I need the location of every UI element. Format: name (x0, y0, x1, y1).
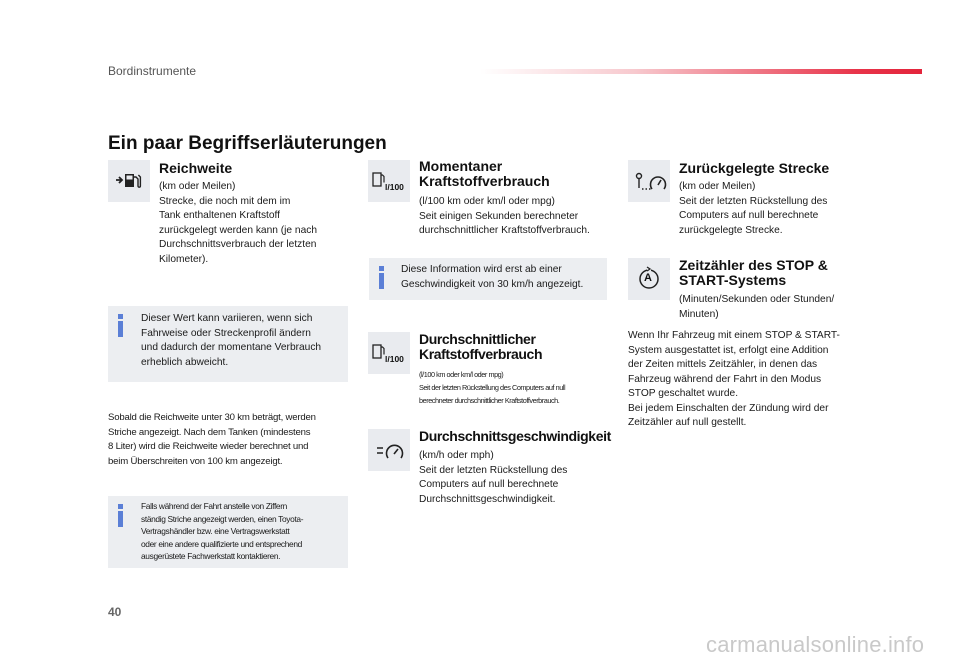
distance-title: Zurückgelegte Strecke (679, 160, 830, 176)
text-line: Computers auf null berechnete (419, 479, 559, 490)
text-line: zurückgelegt werden kann (je nach (159, 224, 318, 236)
text-line: Durchschnittsgeschwindigkeit. (419, 493, 556, 505)
text-line: Diese Information wird erst ab einer (401, 264, 562, 275)
text-line: Tank enthaltenen Kraftstoff (159, 210, 281, 221)
current-consumption-title (419, 159, 550, 189)
text-line: 8 Liter) wird die Reichweite wieder berechnet und (108, 441, 309, 452)
current-consumption-description (419, 195, 614, 239)
text-line: Seit der letzten Rückstellung des Computers auf null (419, 383, 566, 392)
text-line: System ausgestattet ist, erfolgt eine Addition (628, 344, 829, 356)
note-text (141, 312, 346, 370)
text-line: (km oder Meilen) (679, 181, 756, 192)
section-header: Bordinstrumente (108, 64, 197, 78)
text-line: Seit einigen Sekunden berechneter (419, 210, 579, 222)
text-line: und dadurch der momentane Verbrauch (141, 342, 322, 353)
text-line: ausgerüstete Fachwerkstatt kontaktieren. (141, 551, 281, 561)
text-line: Bei jedem Einschalten der Zündung wird der (628, 402, 829, 414)
title-line: Zeitzähler des STOP & (679, 257, 828, 273)
fuel-range-icon (108, 160, 150, 202)
stop-start-paragraph (628, 329, 873, 431)
text-line: Wenn Ihr Fahrzeug mit einem STOP & START- (628, 330, 840, 341)
text-line: Vertragshändler bzw. eine Vertragswerkstatt (141, 526, 290, 536)
text-line: Geschwindigkeit von 30 km/h angezeigt. (401, 278, 584, 290)
note-text (141, 500, 348, 563)
text-line: oder eine andere qualifizierte und entsprechend (141, 538, 302, 549)
text-line: Seit der letzten Rückstellung des (679, 195, 828, 207)
fuel-consumption-icon (368, 332, 410, 374)
info-note-speed (369, 258, 607, 300)
average-consumption-description (419, 368, 611, 407)
text-line: Durchschnittsverbrauch der letzten (159, 239, 317, 250)
text-line: (l/100 km oder km/l oder mpg) (419, 370, 504, 379)
average-speed-icon-box (368, 429, 410, 471)
text-line: Fahrzeug während der Fahrt in den Modus (628, 373, 822, 385)
text-line: zurückgelegte Strecke. (679, 224, 783, 236)
stop-start-description (679, 293, 869, 322)
text-line: Sobald die Reichweite unter 30 km beträgt, werden (108, 412, 316, 423)
range-dashes-paragraph (108, 411, 353, 469)
title-line: Kraftstoffverbrauch (419, 346, 543, 362)
l100-label: l/100 (385, 182, 404, 192)
text-line: Strecke, die noch mit dem im (159, 195, 291, 207)
text-line: Minuten) (679, 308, 719, 320)
info-note-variation (108, 306, 348, 382)
info-icon (377, 266, 387, 289)
current-consumption-icon-box (368, 160, 410, 202)
text-line: beim Überschreiten von 100 km angezeigt. (108, 455, 283, 467)
header-accent-bar (480, 69, 922, 74)
distance-travelled-icon (628, 160, 670, 202)
average-speed-title: Durchschnittsgeschwindigkeit (419, 428, 611, 444)
note-text (401, 263, 607, 292)
l100-label: l/100 (385, 354, 404, 364)
text-line: Seit der letzten Rückstellung des (419, 464, 568, 476)
title-line: Kraftstoffverbrauch (419, 173, 550, 189)
info-icon (116, 314, 126, 337)
average-consumption-title (419, 332, 542, 362)
title-line: Momentaner (419, 158, 503, 174)
watermark: carmanualsonline.info (706, 632, 925, 657)
page-title: Ein paar Begriffserläuterungen (108, 133, 387, 154)
text-line: (km oder Meilen) (159, 181, 236, 192)
text-line: (l/100 km oder km/l oder mpg) (419, 196, 555, 207)
fuel-consumption-icon (368, 160, 410, 202)
average-consumption-icon-box (368, 332, 410, 374)
title-line: Durchschnittlicher (419, 331, 536, 347)
text-line: berechneter durchschnittlicher Kraftstoffverbrauch. (419, 396, 560, 405)
text-line: Falls während der Fahrt anstelle von Ziffern (141, 501, 287, 511)
range-icon-box (108, 160, 150, 202)
text-line: erheblich abweicht. (141, 356, 229, 368)
text-line: durchschnittlicher Kraftstoffverbrauch. (419, 225, 590, 236)
text-line: (km/h oder mph) (419, 450, 494, 461)
text-line: ständig Striche angezeigt werden, einen Toyota- (141, 513, 304, 524)
distance-icon-box (628, 160, 670, 202)
stop-start-letter: A (644, 272, 652, 284)
page-number: 40 (108, 605, 122, 619)
text-line: Dieser Wert kann variieren, wenn sich (141, 313, 313, 324)
distance-description (679, 180, 869, 238)
text-line: Striche angezeigt. Nach dem Tanken (mindestens (108, 426, 311, 438)
range-title: Reichweite (159, 160, 233, 176)
range-description (159, 180, 349, 267)
stop-start-icon-box (628, 258, 670, 300)
stop-start-title (679, 258, 828, 288)
text-line: Fahrweise oder Streckenprofil ändern (141, 327, 311, 339)
text-line: (Minuten/Sekunden oder Stunden/ (679, 294, 835, 305)
average-speed-description (419, 449, 614, 507)
text-line: Computers auf null berechnete (679, 210, 819, 221)
info-note-dealer (108, 496, 348, 568)
title-line: START-Systems (679, 272, 787, 288)
text-line: STOP geschaltet wurde. (628, 388, 739, 399)
info-icon (116, 504, 126, 527)
text-line: der Zeiten mittels Zeitzähler, in denen das (628, 359, 818, 370)
average-speed-icon (368, 429, 410, 471)
text-line: Zeitzähler auf null gestellt. (628, 417, 747, 428)
text-line: Kilometer). (159, 253, 209, 265)
